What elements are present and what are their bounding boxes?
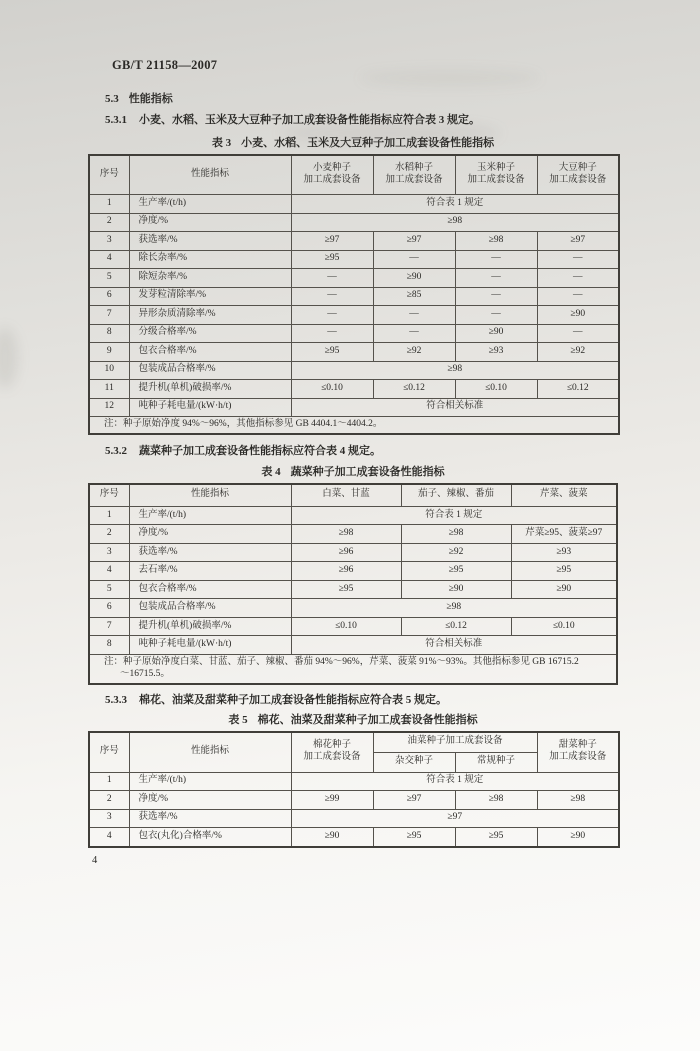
section-text: 蔬菜种子加工成套设备性能指标应符合表 4 规定。	[139, 444, 381, 457]
header-row	[89, 155, 619, 195]
note-cell	[89, 417, 619, 434]
section-text: 棉花、油菜及甜菜种子加工成套设备性能指标应符合表 5 规定。	[139, 693, 447, 706]
value-cell-span: ≥97	[291, 809, 619, 828]
indicator-label-cell: 除长杂率/%	[129, 250, 291, 269]
value-cell: ≥95	[291, 250, 373, 269]
header-cell: 序号	[89, 484, 129, 507]
value-cell: ≥95	[401, 562, 511, 581]
value-cell-span: 符合相关标准	[291, 398, 619, 417]
value-cell-span: 符合表 1 规定	[291, 506, 617, 525]
note-cell	[89, 654, 617, 683]
row-number-cell: 3	[89, 543, 129, 562]
indicator-label-cell: 去石率/%	[129, 562, 291, 581]
row-number-cell: 12	[89, 398, 129, 417]
indicator-label-cell: 提升机(单机)破损率/%	[129, 380, 291, 399]
header-cell: 常规种子	[455, 752, 537, 772]
table-row	[89, 580, 617, 599]
indicator-label-cell: 净度/%	[129, 791, 291, 810]
table-row	[89, 398, 619, 417]
row-number-cell: 4	[89, 562, 129, 581]
indicator-label-cell: 分级合格率/%	[129, 324, 291, 343]
row-number-cell: 10	[89, 361, 129, 380]
row-number-cell: 8	[89, 324, 129, 343]
note-row	[89, 417, 619, 434]
table-row	[89, 213, 619, 232]
table-row	[89, 809, 619, 828]
value-cell-span: ≥98	[291, 361, 619, 380]
row-number-cell: 6	[89, 287, 129, 306]
row-number-cell: 6	[89, 599, 129, 618]
value-cell: 芹菜≥95、菠菜≥97	[511, 525, 617, 544]
table-3-caption	[88, 134, 618, 150]
header-cell: 棉花种子 加工成套设备	[291, 732, 373, 773]
header-cell: 茄子、辣椒、番茄	[401, 484, 511, 507]
page-number: 4	[92, 854, 98, 866]
table-row	[89, 525, 617, 544]
value-cell: ≥96	[291, 562, 401, 581]
header-cell: 甜菜种子 加工成套设备	[537, 732, 619, 773]
table-5-caption	[88, 711, 618, 727]
value-cell: ≥85	[373, 287, 455, 306]
value-cell: ≥93	[511, 543, 617, 562]
value-cell: ≥90	[291, 828, 373, 847]
scan-smudge	[0, 328, 18, 388]
value-cell-span: 符合表 1 规定	[291, 772, 619, 791]
note-row	[89, 654, 617, 683]
value-cell: —	[455, 250, 537, 269]
indicator-label-cell: 异形杂质清除率/%	[129, 306, 291, 325]
indicator-label-cell: 生产率/(t/h)	[129, 506, 291, 525]
value-cell: ≥99	[291, 791, 373, 810]
indicator-label-cell: 提升机(单机)破损率/%	[129, 617, 291, 636]
row-number-cell: 1	[89, 506, 129, 525]
row-number-cell: 9	[89, 343, 129, 362]
row-number-cell: 11	[89, 380, 129, 399]
table-caption-label: 表 5	[228, 713, 248, 726]
table-row	[89, 195, 619, 214]
row-number-cell: 5	[89, 580, 129, 599]
doc-number: GB/T 21158—2007	[112, 58, 218, 72]
indicator-label-cell: 吨种子耗电量/(kW·h/t)	[129, 398, 291, 417]
value-cell-span: 符合相关标准	[291, 636, 617, 655]
indicator-label-cell: 净度/%	[129, 525, 291, 544]
section-5-3-3-text	[105, 691, 700, 707]
indicator-label-cell: 包衣合格率/%	[129, 580, 291, 599]
value-cell: ≤0.10	[291, 380, 373, 399]
value-cell: ≥98	[537, 791, 619, 810]
value-cell: ≤0.10	[511, 617, 617, 636]
section-number: 5.3.3	[105, 693, 127, 706]
value-cell: —	[291, 269, 373, 288]
value-cell: —	[373, 306, 455, 325]
row-number-cell: 7	[89, 306, 129, 325]
row-number-cell: 2	[89, 213, 129, 232]
row-number-cell: 5	[89, 269, 129, 288]
indicator-label-cell: 获选率/%	[129, 809, 291, 828]
value-cell: ≥92	[537, 343, 619, 362]
value-cell: ≥98	[455, 791, 537, 810]
value-cell: —	[537, 269, 619, 288]
value-cell: —	[537, 287, 619, 306]
value-cell: ≥93	[455, 343, 537, 362]
row-number-cell: 3	[89, 232, 129, 251]
value-cell: —	[373, 324, 455, 343]
table-4-vegetable-seed	[88, 483, 618, 685]
value-cell: —	[455, 269, 537, 288]
section-number: 5.3.1	[105, 114, 127, 126]
value-cell: ≤0.12	[401, 617, 511, 636]
row-number-cell: 8	[89, 636, 129, 655]
table-row	[89, 250, 619, 269]
value-cell: ≥96	[291, 543, 401, 562]
table-row	[89, 380, 619, 399]
value-cell: ≥95	[291, 580, 401, 599]
header-cell: 小麦种子 加工成套设备	[291, 155, 373, 195]
value-cell: ≤0.12	[373, 380, 455, 399]
table-row	[89, 506, 617, 525]
header-cell: 性能指标	[129, 484, 291, 507]
value-cell: ≤0.10	[291, 617, 401, 636]
header-cell: 性能指标	[129, 732, 291, 773]
indicator-label-cell: 获选率/%	[129, 232, 291, 251]
table-row	[89, 306, 619, 325]
table-caption-title: 小麦、水稻、玉米及大豆种子加工成套设备性能指标	[241, 137, 495, 149]
scanned-standard-page	[0, 58, 700, 1051]
table-row	[89, 543, 617, 562]
value-cell: ≥97	[373, 791, 455, 810]
header-cell: 性能指标	[129, 155, 291, 195]
section-5-3-1-text	[105, 111, 700, 127]
header-cell: 油菜种子加工成套设备	[373, 732, 537, 753]
indicator-label-cell: 净度/%	[129, 213, 291, 232]
header-cell: 芹菜、菠菜	[511, 484, 617, 507]
header-cell: 水稻种子 加工成套设备	[373, 155, 455, 195]
value-cell: —	[373, 250, 455, 269]
value-cell: ≥92	[373, 343, 455, 362]
value-cell: —	[291, 287, 373, 306]
value-cell: ≥90	[537, 306, 619, 325]
row-number-cell: 7	[89, 617, 129, 636]
value-cell: ≥90	[511, 580, 617, 599]
header-cell: 序号	[89, 732, 129, 773]
section-text: 小麦、水稻、玉米及大豆种子加工成套设备性能指标应符合表 3 规定。	[139, 114, 480, 126]
section-number: 5.3	[105, 93, 119, 105]
table-caption-label: 表 4	[261, 465, 281, 478]
value-cell: ≥98	[401, 525, 511, 544]
table-row	[89, 232, 619, 251]
section-number: 5.3.2	[105, 444, 127, 457]
section-5-3-heading	[105, 90, 700, 106]
value-cell: ≥95	[373, 828, 455, 847]
header-cell: 玉米种子 加工成套设备	[455, 155, 537, 195]
table-row	[89, 772, 619, 791]
indicator-label-cell: 包衣(丸化)合格率/%	[129, 828, 291, 847]
header-cell: 序号	[89, 155, 129, 195]
value-cell: —	[455, 287, 537, 306]
section-title: 性能指标	[128, 93, 173, 105]
indicator-label-cell: 发芽粒清除率/%	[129, 287, 291, 306]
value-cell: ≥95	[511, 562, 617, 581]
value-cell: ≥97	[291, 232, 373, 251]
value-cell-span: 符合表 1 规定	[291, 195, 619, 214]
indicator-label-cell: 包装成品合格率/%	[129, 599, 291, 618]
value-cell: ≥90	[401, 580, 511, 599]
section-5-3-2-text	[105, 442, 700, 458]
table-row	[89, 361, 619, 380]
header-row	[89, 484, 617, 507]
row-number-cell: 3	[89, 809, 129, 828]
indicator-label-cell: 除短杂率/%	[129, 269, 291, 288]
row-number-cell: 1	[89, 772, 129, 791]
table-5-cotton-rape-beet	[88, 731, 620, 848]
table-row	[89, 617, 617, 636]
table-row	[89, 343, 619, 362]
indicator-label-cell: 包衣合格率/%	[129, 343, 291, 362]
table-caption-label: 表 3	[211, 137, 232, 149]
header-cell: 杂交种子	[373, 752, 455, 772]
value-cell: ≥95	[291, 343, 373, 362]
value-cell: —	[291, 324, 373, 343]
table-caption-title: 蔬菜种子加工成套设备性能指标	[290, 465, 445, 478]
row-number-cell: 4	[89, 828, 129, 847]
table-row	[89, 791, 619, 810]
value-cell: ≥90	[373, 269, 455, 288]
table-row	[89, 269, 619, 288]
table-row	[89, 562, 617, 581]
value-cell: ≥97	[373, 232, 455, 251]
value-cell: —	[537, 324, 619, 343]
table-row	[89, 287, 619, 306]
value-cell-span: ≥98	[291, 599, 617, 618]
note-line: 注：种子原始净度 94%～96%，其他指标参见 GB 4404.1～4404.2。	[104, 419, 383, 429]
value-cell: ≥98	[455, 232, 537, 251]
value-cell: —	[537, 250, 619, 269]
table-caption-title: 棉花、油菜及甜菜种子加工成套设备性能指标	[257, 713, 478, 726]
note-line: ～16715.5。	[120, 668, 170, 679]
value-cell: —	[455, 306, 537, 325]
row-number-cell: 4	[89, 250, 129, 269]
value-cell: ≥97	[537, 232, 619, 251]
table-row	[89, 599, 617, 618]
table-row	[89, 636, 617, 655]
note-line: 注：种子原始净度白菜、甘蓝、茄子、辣椒、番茄 94%～96%，芹菜、菠菜 91%～93%。其他指标参见 GB 16715.2	[104, 656, 579, 667]
header-cell: 白菜、甘蓝	[291, 484, 401, 507]
table-3-wheat-rice-corn-soybean	[88, 154, 620, 435]
value-cell: ≥90	[455, 324, 537, 343]
row-number-cell: 2	[89, 525, 129, 544]
value-cell: ≥90	[537, 828, 619, 847]
row-number-cell: 1	[89, 195, 129, 214]
value-cell-span: ≥98	[291, 213, 619, 232]
value-cell: ≤0.12	[537, 380, 619, 399]
value-cell: ≥98	[291, 525, 401, 544]
indicator-label-cell: 生产率/(t/h)	[129, 772, 291, 791]
indicator-label-cell: 包装成品合格率/%	[129, 361, 291, 380]
value-cell: ≥95	[455, 828, 537, 847]
header-row	[89, 732, 619, 753]
value-cell: —	[291, 306, 373, 325]
value-cell: ≤0.10	[455, 380, 537, 399]
table-4-caption	[88, 463, 618, 479]
table-row	[89, 324, 619, 343]
header-cell: 大豆种子 加工成套设备	[537, 155, 619, 195]
row-number-cell: 2	[89, 791, 129, 810]
value-cell: ≥92	[401, 543, 511, 562]
indicator-label-cell: 获选率/%	[129, 543, 291, 562]
table-row	[89, 828, 619, 847]
indicator-label-cell: 生产率/(t/h)	[129, 195, 291, 214]
indicator-label-cell: 吨种子耗电量/(kW·h/t)	[129, 636, 291, 655]
